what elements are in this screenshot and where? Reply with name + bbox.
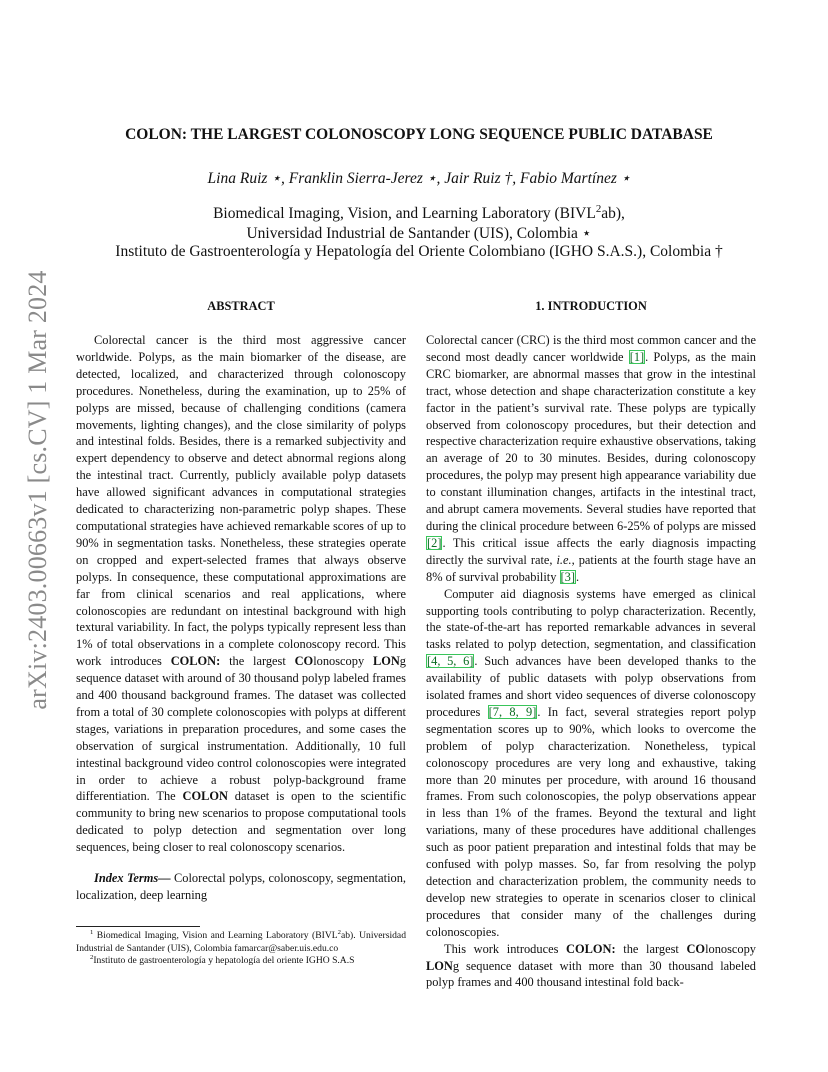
abstract-body (76, 332, 406, 904)
affiliation-line-2: Universidad Industrial de Santander (UIS), Colombia ⋆ (246, 225, 592, 242)
footnotes (76, 930, 406, 968)
abstract-heading: ABSTRACT (207, 299, 275, 313)
citation-link[interactable]: [7, 8, 9] (488, 704, 537, 719)
citation-link[interactable]: [3] (560, 569, 575, 584)
footnote-1: $^1$ Biomedical Imaging, Vision and Learning Laboratory (BIVL$^2$ab). Universidad Industrial de Santander (UIS), Colombia famarcar@saber.uis.edu.co (76, 928, 406, 954)
paper-title: COLON: THE LARGEST COLONOSCOPY LONG SEQUENCE PUBLIC DATABASE (125, 126, 713, 143)
affiliation-line-1: Biomedical Imaging, Vision, and Learning Laboratory (BIVL$^2$ab), (213, 202, 625, 222)
arxiv-stamp: arXiv:2403.00663v1 [cs.CV] 1 Mar 2024 (23, 270, 52, 710)
footnote-divider (76, 926, 200, 927)
affiliation-line-3: Instituto de Gastroenterología y Hepatología del Oriente Colombiano (IGHO S.A.S.), Colombia † (115, 243, 723, 260)
intro-paragraph-3: This work introduces COLON: the largest COlonoscopy LONg sequence dataset with more than 30 thousand labeled polyp frames and 400 thousand intestinal fold back- (426, 941, 756, 990)
introduction-body (426, 332, 756, 991)
citation-link[interactable]: [2] (427, 535, 442, 550)
abstract-paragraph: Colorectal cancer is the third most aggressive cancer worldwide. Polyps, as the main biomarker of the disease, are detected, localized, and characterized through colonoscopy procedures. Nonetheless, during the examination, up to 25% of polyps are missed, because of challenging conditions (camera movements, lighting changes), and the close similarity of polyps and intestinal folds. Besides, there is a remarked subjectivity and expert dependency to observe and detect abnormal regions along the intestinal tract. Currently, publicly available polyp datasets have allowed significant advances in computational strategies dedicated to characterizing non-parametric polyp shapes. These computational strategies have achieved remarkable scores of up to 90% in segmentation tasks. Nonetheless, these strategies operate on cropped and expert-selected frames that always observe polyps. In consequence, these computational approximations are far from clinical scenarios and real applications, where colonoscopies are redundant on intestinal background with high textural variability. In fact, the polyps typically represent less than 1% of total observations in a complete colonoscopy record. This work introduces COLON: the largest COlonoscopy LONg sequence dataset with around of 30 thousand polyp labeled frames and 400 thousand background frames. The dataset was collected from a total of 30 complete colonoscopies with polyps at different stages, variations in preparation procedures, and some cases the observation of surgical instrumentation. Additionally, 10 full intestinal background video control colonoscopies were integrated in order to achieve a robust polyp-background frame differentiation. The COLON dataset is open to the scientific community to bring new scenarios to propose computational tools dedicated to polyp detection and segmentation over long sequences, being closer to real colonoscopy scenarios. (76, 333, 406, 855)
citation-link[interactable]: [4, 5, 6] (427, 654, 474, 669)
index-terms: Index Terms— Colorectal polyps, colonoscopy, segmentation, localization, deep learning (76, 871, 407, 902)
citation-link[interactable]: [1] (629, 349, 645, 364)
intro-paragraph-1: Colorectal cancer (CRC) is the third most common cancer and the second most deadly cancer worldwide [1]. Polyps, as the main CRC biomarker, are abnormal masses that grow in the intestinal tract, whose detection and shape characterization constitute a key factor in the patient’s survival rate. These polyps are typically observed from colonoscopy procedures, but their detection and respective characterization require exhaustive observations, taking an average of 20 to 30 minutes. Besides, during colonoscopy procedures, the polyp may present high appearance variability due to constant illumination changes, artifacts in the intestinal tract, and abrupt camera movements. Several studies have reported that during the clinical procedure between 6-25% of polyps are missed [2]. This critical issue affects the early diagnosis impacting directly the survival rate, i.e., patients at the fourth stage have an 8% of survival probability [3]. (426, 333, 757, 584)
author-list: Lina Ruiz ⋆, Franklin Sierra-Jerez ⋆, Jair Ruiz †, Fabio Martínez ⋆ (207, 170, 631, 187)
footnote-2: $^2$Instituto de gastroenterología y hepatología del oriente IGHO S.A.S (90, 954, 355, 967)
intro-paragraph-2: Computer aid diagnosis systems have emerged as clinical supporting tools contributing to polyp characterization. Recently, the state-of-the-art has reported remarkable advances in several tasks related to polyp detection, segmentation, and classification [4, 5, 6]. Such advances have been developed thanks to the availability of public datasets with polyp observations from isolated frames and short video sequences of diverse colonoscopy procedures [7, 8, 9]. In fact, several strategies report polyp segmentation scores up to 90%, which looks to overcome the problem of polyp characterization. Nonetheless, typical colonoscopy procedures are very long and exhaustive, taking more than 20 minutes per procedure, with around 16 thousand frames. From such colonoscopies, the polyp observations appear in less than 1% of the frames. Beyond the textural and light variations, many of these procedures have additional challenges such as poor patient preparation and intestinal folds that may be confused with polyp masses. So, far from resolving the polyp detection and characterization problem, the community needs to develop new strategies to operate in scenarios closer to clinical procedures that consider many of the challenges during colonoscopies. (426, 586, 757, 939)
introduction-heading: 1. INTRODUCTION (535, 299, 647, 313)
